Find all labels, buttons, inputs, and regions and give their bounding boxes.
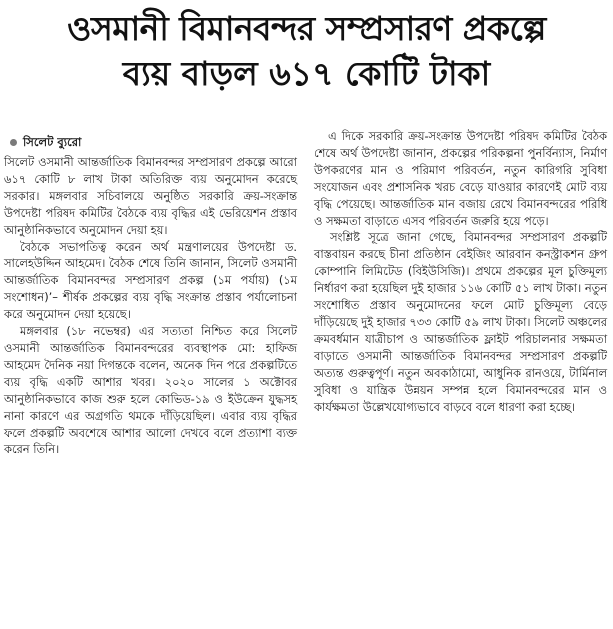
paragraph: সংশ্লিষ্ট সূত্রে জানা গেছে, বিমানবন্দর সম্প্রসারণ প্রকল্পটি বাস্তবায়ন করছে চীনা প্রতিষ্ঠান বেইজিং আরবান কনস্ট্রাকশন গ্রুপ কোম্পানি লিমিটেড (বিইউসিজি)। প্রথমে প্রকল্পের মূল চুক্তিমূল্য নির্ধারণ করা হয়েছিল দুই হাজার ১১৬ কোটি ৫১ লাখ টাকা। নতুন সংশোধিত প্রস্তাব অনুমোদনের ফলে মোট চুক্তিমূল্য বেড়ে দাঁড়িয়েছে দুই হাজার ৭৩৩ কোটি ৫৯ লাখ টাকা। সিলেট অঞ্চলের ক্রমবর্ধমান যাত্রীচাপ ও আন্তর্জাতিক ফ্লাইট পরিচালনার সক্ষমতা বাড়াতে ওসমানী আন্তর্জাতিক বিমানবন্দর সম্প্রসারণ প্রকল্পটি অত্যন্ত গুরুত্বপূর্ণ। নতুন অবকাঠামো, আধুনিক রানওয়ে, টার্মিনাল সুবিধা ও যান্ত্রিক উন্নয়ন সম্পন্ন হলে বিমানবন্দরের মান ও কার্যক্ষমতা উল্লেখযোগ্যভাবে বাড়বে বলে ধারণা করা হচ্ছে। (314, 230, 607, 414)
headline-line-1: ওসমানী বিমানবন্দর সম্প্রসারণ প্রকল্পে (67, 9, 546, 48)
paragraph: সিলেট ওসমানী আন্তর্জাতিক বিমানবন্দর সম্প্রসারণ প্রকল্পে আরো ৬১৭ কোটি ৮ লাখ টাকা অতিরিক্ত ব্যয় অনুমোদন করেছে সরকার। মঙ্গলবার সচিবালয়ে অনুষ্ঠিত সরকারি ক্রয়-সংক্রান্ত উপদেষ্টা পরিষদ কমিটির বৈঠকে ব্যয় বৃদ্ধির এই ভেরিয়েশন প্রস্তাব আনুষ্ঠানিকভাবে অনুমোদন দেয়া হয়। (4, 155, 297, 237)
article-column-left (4, 128, 297, 458)
paragraph: মঙ্গলবার (১৮ নভেম্বর) এর সত্যতা নিশ্চিত করে সিলেট ওসমানী আন্তর্জাতিক বিমানবন্দরের ব্যবস্থাপক মো: হাফিজ আহমেদ দৈনিক নয়া দিগন্তকে বলেন, অনেক দিন পরে প্রকল্পটিতে ব্যয় বৃদ্ধি একটি আশার খবর। ২০২০ সালের ১ অক্টোবর আনুষ্ঠানিকভাবে কাজ শুরু হলে কোভিড-১৯ ও ইউক্রেন যুদ্ধসহ নানা কারণে এর অগ্রগতি থমকে দাঁড়িয়েছিল। এবার ব্যয় বৃদ্ধির ফলে প্রকল্পটি অবশেষে আশার আলো দেখবে বলে প্রত্যাশা ব্যক্ত করেন তিনি। (4, 324, 297, 457)
paragraph: বৈঠকে সভাপতিত্ব করেন অর্থ মন্ত্রণালয়ের উপদেষ্টা ড. সালেহউদ্দিন আহমেদ। বৈঠক শেষে তিনি জানান, সিলেট ওসমানী আন্তর্জাতিক বিমানবন্দর সম্প্রসারণ প্রকল্প (১ম পর্যায়) (১ম সংশোধন)’– শীর্ষক প্রকল্পের ব্যয় বৃদ্ধি সংক্রান্ত প্রস্তাব পর্যালোচনা করে অনুমোদন দেয়া হয়েছে। (4, 239, 297, 322)
article-column-right (314, 128, 607, 415)
headline (0, 6, 613, 96)
bullet-dot-icon (10, 139, 17, 146)
byline (10, 134, 297, 150)
headline-line-2: ব্যয় বাড়ল ৬১৭ কোটি টাকা (122, 54, 491, 93)
byline-text: সিলেট ব্যুরো (23, 135, 82, 149)
paragraph: এ দিকে সরকারি ক্রয়-সংক্রান্ত উপদেষ্টা পরিষদ কমিটির বৈঠক শেষে অর্থ উপদেষ্টা জানান, প্রকল্পের পরিকল্পনা পুনর্বিন্যাস, নির্মাণ উপকরণের মান ও পরিমাণ পরিবর্তন, নতুন কারিগরি সুবিধা সংযোজন এবং প্রশাসনিক খরচ বেড়ে যাওয়ার কারণেই মোট ব্যয় বৃদ্ধি পেয়েছে। আন্তর্জাতিক মান বজায় রেখে বিমানবন্দরের পরিধি ও সক্ষমতা বাড়াতে এসব পরিবর্তন জরুরি হয়ে পড়ে। (314, 129, 607, 228)
